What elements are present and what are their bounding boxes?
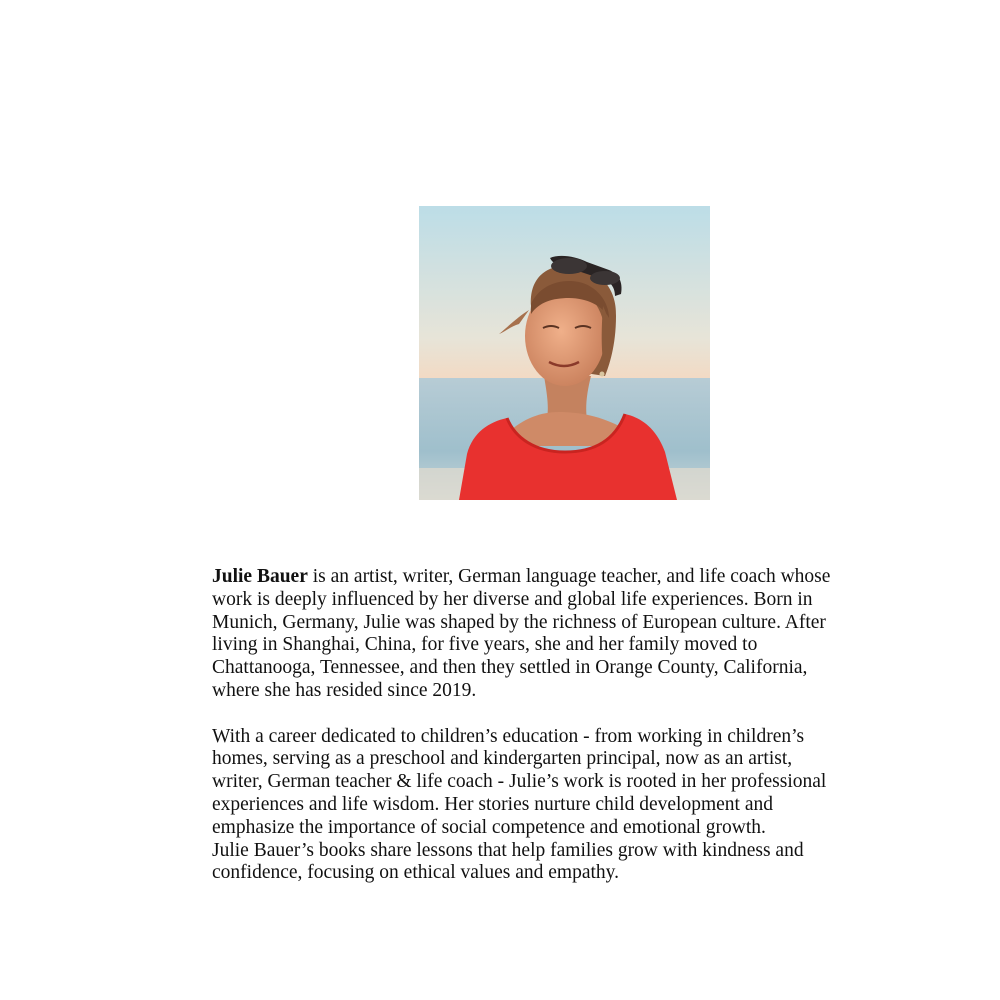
- bio-line: Chattanooga, Tennessee, and then they settled in Orange County, California,: [212, 657, 808, 679]
- bio-line: where she has resided since 2019.: [212, 679, 477, 701]
- bio-line: confidence, focusing on ethical values and empathy.: [212, 862, 620, 884]
- author-name: Julie Bauer: [212, 566, 308, 587]
- bio-line: work is deeply influenced by her diverse and global life experiences. Born in: [212, 588, 813, 610]
- bio-line: Julie Bauer’s books share lessons that help families grow with kindness and: [212, 839, 804, 861]
- bio-line: [212, 566, 932, 589]
- bio-line-text: is an artist, writer, German language teacher, and life coach whose: [307, 566, 831, 587]
- bio-paragraph-1: [212, 566, 932, 703]
- author-bio: [212, 566, 932, 885]
- bio-line: homes, serving as a preschool and kindergarten principal, now as an artist,: [212, 748, 793, 770]
- paragraph-spacer: [212, 703, 932, 726]
- bio-line: With a career dedicated to children’s education - from working in children’s: [212, 725, 805, 747]
- bio-line: emphasize the importance of social competence and emotional growth.: [212, 816, 766, 838]
- bio-line: experiences and life wisdom. Her stories nurture child development and: [212, 793, 773, 815]
- bio-paragraph-2: [212, 726, 932, 886]
- bio-line: writer, German teacher & life coach - Julie’s work is rooted in her professional: [212, 771, 827, 793]
- bio-line: Munich, Germany, Julie was shaped by the richness of European culture. After: [212, 611, 826, 633]
- author-portrait: [419, 206, 710, 500]
- bio-line: living in Shanghai, China, for five years, she and her family moved to: [212, 634, 758, 656]
- portrait-photo-icon: [419, 206, 710, 500]
